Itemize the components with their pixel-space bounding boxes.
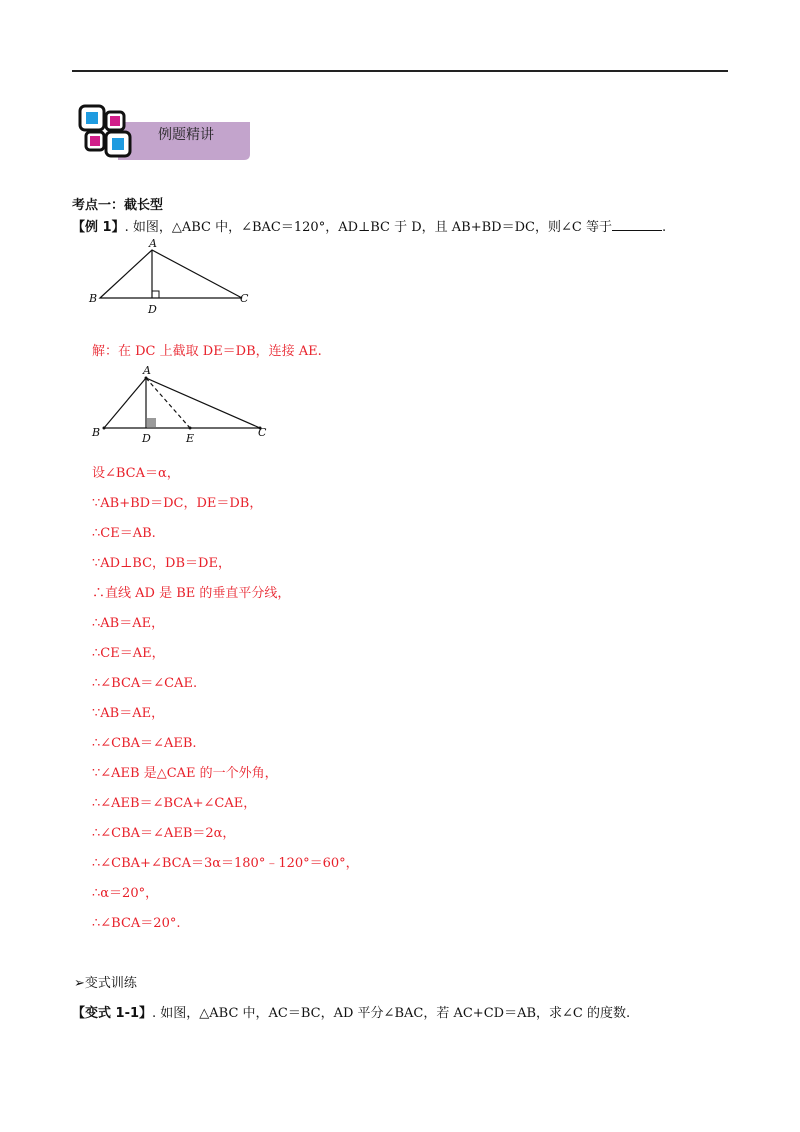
fig2-label-e: E (186, 432, 195, 445)
fig1-label-b: B (89, 292, 98, 305)
example-banner (78, 104, 250, 162)
solution-intro: 解：在 DC 上截取 DE＝DB，连接 AE. (92, 344, 322, 359)
fig1-label-d: D (148, 303, 157, 316)
solution-step: ∴直线 AD 是 BE 的垂直平分线， (92, 586, 291, 601)
solution-step: ∵AB+BD＝DC，DE＝DB， (92, 496, 263, 511)
solution-step: ∴∠CBA＝∠AEB＝2α， (92, 826, 236, 841)
section-heading: 考点一：截长型 (72, 198, 164, 213)
example-1-problem (72, 216, 666, 235)
top-rule (72, 70, 728, 72)
triangle-figure-1 (86, 236, 256, 318)
example-1-text: . 如图，△ABC 中，∠BAC＝120°，AD⊥BC 于 D，且 AB+BD＝DC，则∠C 等于 (124, 220, 612, 235)
solution-step: ∴CE＝AE， (92, 646, 165, 661)
variant-1-1-tag: 【变式 1-1】 (72, 1006, 153, 1021)
example-1-tag: 【例 1】 (72, 220, 125, 235)
solution-step: ∴∠CBA＝∠AEB. (92, 736, 197, 751)
variant-heading: ➢变式训练 (74, 976, 137, 991)
fig2-label-d: D (142, 432, 151, 445)
solution-step: ∴AB＝AE， (92, 616, 165, 631)
triangle-figure-2 (88, 362, 278, 446)
fig1-label-c: C (240, 292, 249, 305)
variant-1-1-problem (72, 1002, 630, 1021)
solution-step: ∵∠AEB 是△CAE 的一个外角， (92, 766, 278, 781)
solution-step: ∵AD⊥BC，DB＝DE， (92, 556, 231, 571)
fig2-label-a: A (143, 364, 151, 377)
solution-step: ∴CE＝AB. (92, 526, 156, 541)
solution-step: 设∠BCA＝α， (92, 466, 180, 481)
fig1-label-a: A (149, 237, 157, 250)
banner-title: 例题精讲 (158, 127, 214, 143)
example-1-end: . (661, 220, 667, 235)
solution-step: ∴∠CBA+∠BCA＝3α＝180°﹣120°＝60°， (92, 856, 359, 871)
variant-1-1-text: . 如图，△ABC 中，AC＝BC，AD 平分∠BAC，若 AC+CD＝AB，求∠C 的度数. (152, 1006, 631, 1021)
solution-step: ∴∠BCA＝20°. (92, 916, 181, 931)
answer-blank (612, 218, 662, 231)
solution-step: ∵AB＝AE， (92, 706, 165, 721)
solution-step: ∴∠AEB＝∠BCA+∠CAE， (92, 796, 257, 811)
solution-step: ∴α＝20°， (92, 886, 159, 901)
solution-step: ∴∠BCA＝∠CAE. (92, 676, 198, 691)
fig2-label-b: B (92, 426, 101, 439)
fig2-label-c: C (258, 426, 267, 439)
